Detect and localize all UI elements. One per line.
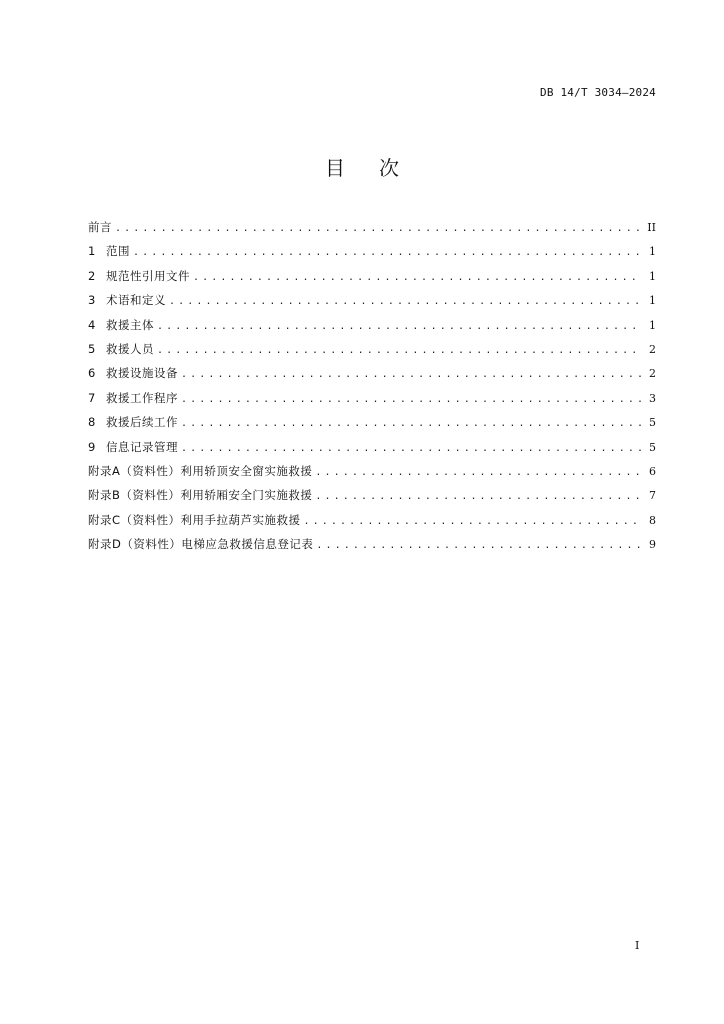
toc-dot-leader [181, 414, 642, 434]
toc-entry-title: 附录D（资料性）电梯应急救援信息登记表 [88, 537, 314, 552]
toc-entry-number: 5 [88, 341, 96, 356]
toc-dot-leader [315, 463, 642, 483]
table-of-contents [88, 217, 656, 558]
toc-entry-8[interactable] [88, 412, 656, 436]
toc-entry-appendix-a[interactable] [88, 461, 656, 485]
toc-entry-page: 6 [649, 464, 656, 478]
toc-entry-appendix-d[interactable] [88, 534, 656, 558]
toc-entry-page: 9 [649, 538, 656, 552]
toc-entry-title: 信息记录管理 [106, 439, 178, 454]
toc-entry-3[interactable] [88, 290, 656, 314]
toc-entry-number: 4 [88, 317, 96, 332]
toc-entry-9[interactable] [88, 437, 656, 461]
page-title: 目次 [325, 156, 433, 180]
toc-entry-number: 6 [88, 366, 96, 381]
toc-entry-5[interactable] [88, 339, 656, 363]
toc-entry-title: 规范性引用文件 [106, 268, 190, 283]
toc-entry-title: 救援设施设备 [106, 366, 178, 381]
toc-dot-leader [157, 317, 642, 337]
toc-dot-leader [181, 390, 642, 410]
toc-entry-title: 救援工作程序 [106, 390, 178, 405]
toc-entry-title: 附录A（资料性）利用轿顶安全窗实施救援 [88, 463, 313, 478]
toc-dot-leader [157, 341, 642, 361]
toc-entry-number: 2 [88, 268, 96, 283]
toc-entry-appendix-b[interactable] [88, 485, 656, 509]
toc-entry-title: 范围 [106, 244, 130, 259]
toc-entry-1[interactable] [88, 241, 656, 265]
toc-entry-title: 术语和定义 [106, 293, 166, 308]
toc-entry-7[interactable] [88, 388, 656, 412]
toc-entry-title: 救援主体 [106, 317, 154, 332]
toc-entry-title: 救援后续工作 [106, 415, 178, 430]
toc-entry-page: 8 [649, 513, 656, 527]
page-number: I [635, 939, 640, 952]
toc-dot-leader [315, 487, 642, 507]
toc-entry-foreword[interactable] [88, 217, 656, 241]
toc-entry-title: 前言 [88, 220, 112, 234]
toc-entry-page: 5 [649, 440, 656, 454]
toc-dot-leader [133, 243, 642, 263]
toc-dot-leader [115, 219, 642, 239]
toc-entry-page: 3 [649, 391, 656, 405]
toc-entry-page: 1 [649, 269, 656, 283]
toc-entry-title: 附录B（资料性）利用轿厢安全门实施救援 [88, 488, 313, 503]
toc-entry-2[interactable] [88, 266, 656, 290]
toc-entry-6[interactable] [88, 363, 656, 387]
toc-entry-page: 2 [649, 342, 656, 356]
toc-entry-page: 1 [649, 245, 656, 259]
document-code: DB 14/T 3034—2024 [540, 86, 656, 99]
toc-entry-page: 7 [649, 489, 656, 503]
toc-entry-number: 1 [88, 244, 96, 259]
toc-entry-page: 5 [649, 416, 656, 430]
toc-entry-appendix-c[interactable] [88, 510, 656, 534]
toc-entry-page: 2 [649, 367, 656, 381]
toc-dot-leader [181, 439, 642, 459]
toc-entry-title: 救援人员 [106, 341, 154, 356]
toc-entry-page: 1 [649, 318, 656, 332]
toc-dot-leader [193, 268, 642, 288]
toc-dot-leader [169, 292, 642, 312]
toc-entry-page: 1 [649, 294, 656, 308]
toc-entry-page: II [647, 221, 656, 234]
toc-entry-number: 8 [88, 415, 96, 430]
toc-entry-number: 7 [88, 390, 96, 405]
toc-dot-leader [181, 365, 642, 385]
toc-entry-title: 附录C（资料性）利用手拉葫芦实施救援 [88, 512, 301, 527]
toc-dot-leader [304, 512, 642, 532]
toc-entry-number: 3 [88, 293, 96, 308]
toc-entry-4[interactable] [88, 315, 656, 339]
toc-dot-leader [316, 536, 642, 556]
toc-entry-number: 9 [88, 439, 96, 454]
